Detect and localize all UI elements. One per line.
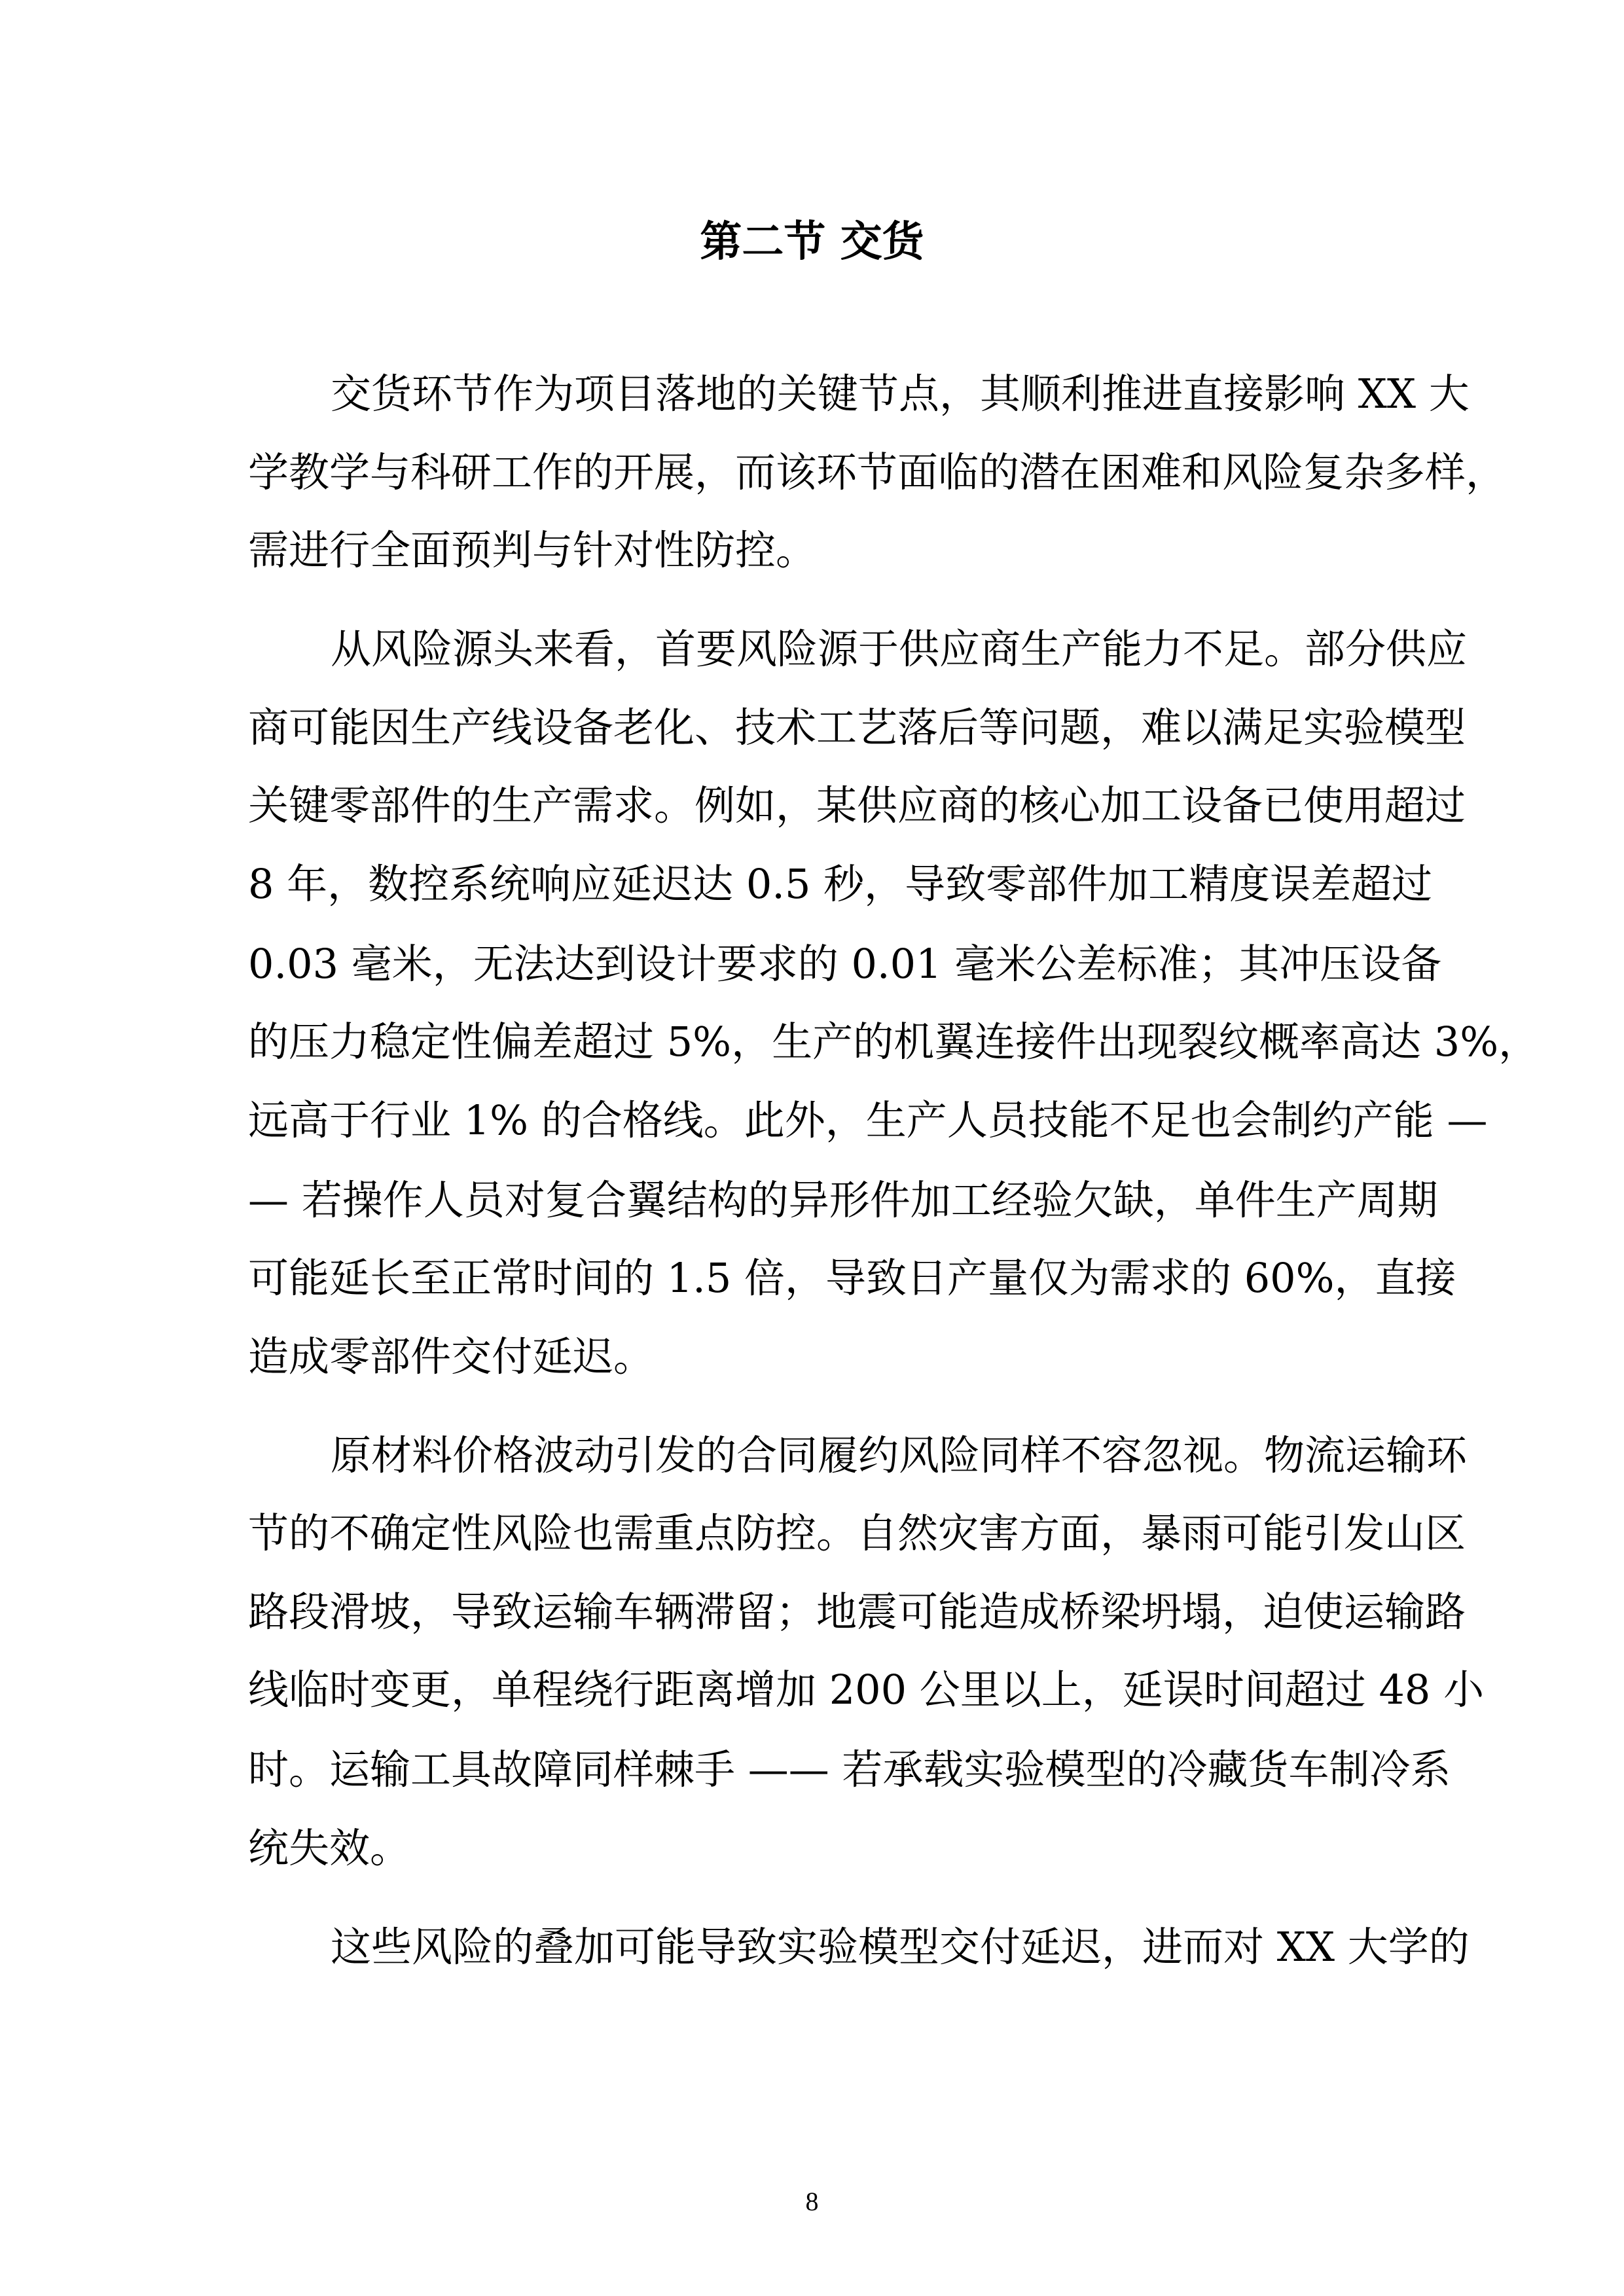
text-line: — 若操作人员对复合翼结构的异形件加工经验欠缺，单件生产周期 (248, 1176, 1438, 1224)
text-line: 8 年，数控系统响应延迟达 0.5 秒，导致零部件加工精度误差超过 (248, 860, 1433, 908)
text-line: 交货环节作为项目落地的关键节点，其顺利推进直接影响 XX 大 (331, 370, 1470, 418)
text-line: 学教学与科研工作的开展，而该环节面临的潜在困难和风险复杂多样， (248, 448, 1507, 496)
text-line: 路段滑坡，导致运输车辆滞留；地震可能造成桥梁坍塌，迫使运输路 (248, 1588, 1466, 1636)
text-line: 远高于行业 1% 的合格线。此外，生产人员技能不足也会制约产能 — (248, 1096, 1488, 1144)
text-line: 造成零部件交付延迟。 (248, 1333, 655, 1380)
text-line: 这些风险的叠加可能导致实验模型交付延迟，进而对 XX 大学的 (331, 1923, 1470, 1971)
text-line: 的压力稳定性偏差超过 5%，生产的机翼连接件出现裂纹概率高达 3%， (248, 1018, 1540, 1066)
text-line: 原材料价格波动引发的合同履约风险同样不容忽视。物流运输环 (331, 1431, 1468, 1479)
text-line: 节的不确定性风险也需重点防控。自然灾害方面，暴雨可能引发山区 (248, 1509, 1466, 1557)
text-line: 统失效。 (248, 1824, 411, 1872)
page-number: 8 (805, 2187, 819, 2216)
text-line: 时。运输工具故障同样棘手 —— 若承载实验模型的冷藏货车制冷系 (248, 1746, 1451, 1793)
text-line: 从风险源头来看，首要风险源于供应商生产能力不足。部分供应 (331, 625, 1468, 673)
text-line: 0.03 毫米，无法达到设计要求的 0.01 毫米公差标准；其冲压设备 (248, 940, 1442, 988)
text-line: 关键零部件的生产需求。例如，某供应商的核心加工设备已使用超过 (248, 781, 1466, 829)
section-title: 第二节 交货 (700, 218, 924, 266)
text-line: 商可能因生产线设备老化、技术工艺落后等问题，难以满足实验模型 (248, 704, 1466, 751)
text-line: 可能延长至正常时间的 1.5 倍，导致日产量仅为需求的 60%，直接 (248, 1254, 1456, 1302)
text-line: 线临时变更，单程绕行距离增加 200 公里以上，延误时间超过 48 小 (248, 1666, 1485, 1713)
text-line: 需进行全面预判与针对性防控。 (248, 526, 817, 574)
